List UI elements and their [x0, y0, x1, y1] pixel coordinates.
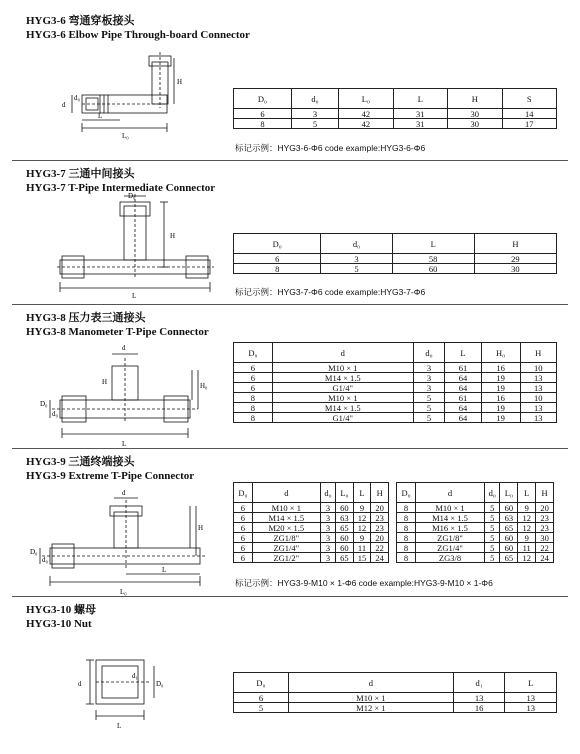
- table-cell: 6: [234, 543, 253, 553]
- table-cell: ZG1/8": [252, 533, 320, 543]
- table-row: [234, 254, 557, 264]
- col-header: L: [445, 343, 481, 363]
- table-cell: 65: [336, 553, 354, 563]
- table-cell: 20: [371, 503, 389, 513]
- table-cell: ZG1/4": [252, 543, 320, 553]
- table-cell: 19: [481, 383, 520, 393]
- table-cell: 65: [336, 523, 354, 533]
- table-header-row: [234, 483, 389, 503]
- table-cell: 3: [413, 383, 445, 393]
- table-cell: 3: [320, 553, 335, 563]
- table-row: [234, 403, 557, 413]
- col-header: d₀: [291, 89, 338, 109]
- table-cell: 3: [413, 363, 445, 373]
- table-cell: 12: [353, 513, 371, 523]
- table-cell: M14 × 1.5: [272, 373, 413, 383]
- col-header: d₀: [485, 483, 500, 503]
- section-title-cn: HYG3-6 弯通穿板接头: [26, 15, 135, 27]
- table-row: [234, 513, 389, 523]
- table-cell: M10 × 1: [288, 693, 453, 703]
- col-header: d: [252, 483, 320, 503]
- table-cell: 13: [520, 413, 557, 423]
- table-cell: 24: [536, 553, 554, 563]
- table-row: [234, 373, 557, 383]
- table-row: [397, 503, 554, 513]
- t-pipe-connector-drawing: [52, 192, 222, 302]
- table-row: [234, 503, 389, 513]
- table-cell: M14 × 1.5: [415, 513, 484, 523]
- col-header: H: [536, 483, 554, 503]
- code-example: 标记示例：HYG3-7-Φ6 code example:HYG3-7-Φ6: [235, 287, 426, 297]
- table-cell: 6: [234, 363, 273, 373]
- table-cell: M12 × 1: [288, 703, 453, 713]
- table-cell: 5: [485, 523, 500, 533]
- table-cell: 3: [320, 523, 335, 533]
- col-header: d₀: [413, 343, 445, 363]
- table-cell: 5: [485, 543, 500, 553]
- table-cell: 9: [353, 503, 371, 513]
- spec-table-hyg3-9-left: [233, 482, 389, 563]
- col-header: H: [448, 89, 502, 109]
- table-cell: 5: [485, 533, 500, 543]
- table-cell: 12: [518, 553, 536, 563]
- col-header: D₀: [234, 673, 289, 693]
- table-cell: M14 × 1.5: [252, 513, 320, 523]
- table-cell: 16: [481, 393, 520, 403]
- section-hyg3-6: [0, 0, 580, 160]
- table-cell: 60: [336, 543, 354, 553]
- dim-label-d1: d₁: [132, 672, 138, 680]
- table-cell: 60: [392, 264, 474, 274]
- table-cell: 8: [397, 523, 416, 533]
- table-cell: 10: [520, 393, 557, 403]
- section-title-en: HYG3-10 Nut: [26, 618, 92, 630]
- table-cell: 8: [234, 413, 273, 423]
- table-cell: 8: [234, 393, 273, 403]
- table-cell: 65: [500, 553, 518, 563]
- table-cell: 8: [234, 119, 292, 129]
- table-cell: 6: [234, 503, 253, 513]
- table-cell: 64: [445, 413, 481, 423]
- table-cell: 8: [397, 513, 416, 523]
- section-title-en: HYG3-6 Elbow Pipe Through-board Connector: [26, 29, 250, 41]
- table-cell: G1/4": [272, 383, 413, 393]
- dim-label-d0: d₀: [74, 94, 80, 102]
- table-cell: G1/4": [272, 413, 413, 423]
- section-hyg3-7: [0, 160, 580, 310]
- dim-label-d0: D₀: [40, 400, 48, 408]
- table-cell: 22: [536, 543, 554, 553]
- col-header: d₀: [321, 234, 392, 254]
- section-title-cn: HYG3-9 三通终端接头: [26, 456, 135, 468]
- table-cell: 20: [536, 503, 554, 513]
- table-cell: 23: [371, 513, 389, 523]
- table-cell: ZG1/8": [415, 533, 484, 543]
- table-cell: 20: [371, 533, 389, 543]
- table-cell: 3: [413, 373, 445, 383]
- nut-drawing: [70, 646, 180, 736]
- table-cell: 9: [353, 533, 371, 543]
- table-cell: 8: [234, 403, 273, 413]
- dim-label-d0: D₀: [128, 192, 136, 200]
- table-cell: 6: [234, 109, 292, 119]
- col-header: L₀: [339, 89, 393, 109]
- table-cell: M10 × 1: [272, 393, 413, 403]
- section-hyg3-8: [0, 304, 580, 450]
- table-cell: 6: [234, 513, 253, 523]
- table-cell: 5: [291, 119, 338, 129]
- table-cell: 8: [397, 543, 416, 553]
- col-header: d: [272, 343, 413, 363]
- dim-label-d: d: [62, 101, 66, 109]
- dim-label-small-d0: d₀: [42, 556, 48, 564]
- table-cell: 9: [518, 503, 536, 513]
- table-cell: ZG3/8: [415, 553, 484, 563]
- col-header: H: [371, 483, 389, 503]
- table-cell: 23: [371, 523, 389, 533]
- table-cell: 29: [474, 254, 556, 264]
- table-row: [234, 533, 389, 543]
- col-header: L: [518, 483, 536, 503]
- table-cell: 63: [336, 513, 354, 523]
- table-cell: M10 × 1: [272, 363, 413, 373]
- table-cell: 60: [336, 533, 354, 543]
- table-cell: 8: [397, 503, 416, 513]
- col-header: L: [353, 483, 371, 503]
- section-hyg3-9: [0, 448, 580, 598]
- table-cell: 60: [336, 503, 354, 513]
- table-cell: 5: [485, 503, 500, 513]
- table-row: [234, 543, 389, 553]
- table-cell: 14: [502, 109, 557, 119]
- table-row: [397, 553, 554, 563]
- table-cell: M10 × 1: [415, 503, 484, 513]
- section-hyg3-10: [0, 596, 580, 754]
- table-cell: 65: [500, 523, 518, 533]
- table-cell: 19: [481, 413, 520, 423]
- spec-table-hyg3-10: [233, 672, 557, 713]
- elbow-connector-drawing: [60, 50, 200, 150]
- table-cell: 8: [234, 264, 321, 274]
- col-header: S: [502, 89, 557, 109]
- table-cell: 6: [234, 533, 253, 543]
- table-cell: 3: [321, 254, 392, 264]
- table-cell: 6: [234, 373, 273, 383]
- col-header: L: [505, 673, 557, 693]
- table-cell: 8: [397, 553, 416, 563]
- table-cell: 42: [339, 109, 393, 119]
- section-title-en: HYG3-8 Manometer T-Pipe Connector: [26, 326, 209, 338]
- table-header-row: [234, 234, 557, 254]
- table-row: [397, 533, 554, 543]
- table-cell: 13: [520, 373, 557, 383]
- dim-label-h: H: [177, 78, 183, 86]
- col-header: d: [415, 483, 484, 503]
- col-header: L₀: [336, 483, 354, 503]
- dim-label-d: d: [78, 680, 82, 688]
- table-row: [397, 543, 554, 553]
- table-cell: 13: [520, 403, 557, 413]
- col-header: d₀: [320, 483, 335, 503]
- table-cell: 6: [234, 523, 253, 533]
- dim-label-l: L: [132, 292, 137, 300]
- table-cell: 63: [500, 513, 518, 523]
- table-row: [234, 693, 557, 703]
- col-header: L: [393, 89, 447, 109]
- table-cell: 10: [520, 363, 557, 373]
- dim-label-l: L: [162, 566, 167, 574]
- table-row: [234, 523, 389, 533]
- col-header: D₀: [234, 483, 253, 503]
- table-cell: 6: [234, 553, 253, 563]
- table-cell: 12: [518, 523, 536, 533]
- spec-table-hyg3-7: [233, 233, 557, 274]
- table-cell: 3: [320, 533, 335, 543]
- dim-label-h0: H₀: [200, 382, 208, 390]
- table-row: [397, 513, 554, 523]
- table-cell: 5: [485, 513, 500, 523]
- section-title-cn: HYG3-10 螺母: [26, 604, 96, 616]
- dim-label-h: H: [102, 378, 108, 386]
- table-cell: 61: [445, 393, 481, 403]
- col-header: L: [392, 234, 474, 254]
- table-cell: 5: [413, 403, 445, 413]
- table-cell: 5: [485, 553, 500, 563]
- table-cell: 16: [453, 703, 505, 713]
- table-row: [234, 363, 557, 373]
- table-cell: 17: [502, 119, 557, 129]
- table-cell: 31: [393, 109, 447, 119]
- table-cell: 42: [339, 119, 393, 129]
- table-cell: 3: [320, 513, 335, 523]
- table-cell: M10 × 1: [252, 503, 320, 513]
- table-header-row: [234, 343, 557, 363]
- dim-label-l: L: [117, 722, 122, 730]
- dim-label-l0: L₀: [120, 588, 127, 596]
- dim-label-d: d: [122, 344, 126, 352]
- dim-label-l: L: [98, 112, 103, 120]
- table-cell: 61: [445, 363, 481, 373]
- col-header: D₀: [397, 483, 416, 503]
- table-cell: 12: [353, 523, 371, 533]
- table-cell: 60: [500, 533, 518, 543]
- col-header: D₀: [234, 343, 273, 363]
- table-cell: 6: [234, 383, 273, 393]
- table-cell: 30: [448, 119, 502, 129]
- section-title-en: HYG3-7 T-Pipe Intermediate Connector: [26, 182, 216, 194]
- table-cell: 3: [320, 543, 335, 553]
- table-row: [234, 703, 557, 713]
- table-cell: 3: [291, 109, 338, 119]
- table-cell: 13: [505, 693, 557, 703]
- table-cell: 16: [481, 363, 520, 373]
- dim-label-h: H: [170, 232, 176, 240]
- table-row: [234, 264, 557, 274]
- table-cell: 5: [413, 413, 445, 423]
- table-header-row: [234, 673, 557, 693]
- table-cell: 23: [536, 523, 554, 533]
- table-cell: M14 × 1.5: [272, 403, 413, 413]
- table-cell: 5: [413, 393, 445, 403]
- table-cell: 13: [520, 383, 557, 393]
- table-row: [234, 109, 557, 119]
- dim-label-h: H: [198, 524, 204, 532]
- col-header: d₁: [453, 673, 505, 693]
- table-cell: 64: [445, 403, 481, 413]
- table-cell: 30: [536, 533, 554, 543]
- table-cell: M20 × 1.5: [252, 523, 320, 533]
- col-header: d: [288, 673, 453, 693]
- section-title-cn: HYG3-7 三通中间接头: [26, 168, 135, 180]
- table-cell: 11: [518, 543, 536, 553]
- section-title-cn: HYG3-8 压力表三通接头: [26, 312, 146, 324]
- table-cell: 60: [500, 503, 518, 513]
- table-cell: 60: [500, 543, 518, 553]
- dim-label-l0: L₀: [122, 132, 129, 140]
- code-example: 标记示例：HYG3-6-Φ6 code example:HYG3-6-Φ6: [235, 143, 426, 153]
- table-cell: 12: [518, 513, 536, 523]
- dim-label-l: L: [122, 440, 127, 448]
- table-cell: 8: [397, 533, 416, 543]
- table-row: [234, 119, 557, 129]
- table-cell: 15: [353, 553, 371, 563]
- table-cell: 22: [371, 543, 389, 553]
- manometer-t-connector-drawing: [38, 340, 208, 450]
- table-row: [397, 523, 554, 533]
- col-header: L₀: [500, 483, 518, 503]
- table-cell: 13: [453, 693, 505, 703]
- table-cell: M16 × 1.5: [415, 523, 484, 533]
- dim-label-d0: D₀: [156, 680, 164, 688]
- table-cell: 5: [321, 264, 392, 274]
- table-cell: 6: [234, 693, 289, 703]
- spec-table-hyg3-9-right: [396, 482, 554, 563]
- table-cell: ZG1/4": [415, 543, 484, 553]
- table-cell: 9: [518, 533, 536, 543]
- dim-label-d0: D₀: [30, 548, 38, 556]
- table-cell: 23: [536, 513, 554, 523]
- col-header: H: [520, 343, 557, 363]
- table-cell: 64: [445, 383, 481, 393]
- table-cell: 6: [234, 254, 321, 264]
- section-title-en: HYG3-9 Extreme T-Pipe Connector: [26, 470, 195, 482]
- table-row: [234, 393, 557, 403]
- table-cell: ZG1/2": [252, 553, 320, 563]
- col-header: H₀: [481, 343, 520, 363]
- table-cell: 30: [448, 109, 502, 119]
- extreme-t-connector-drawing: [30, 486, 210, 598]
- table-cell: 3: [320, 503, 335, 513]
- table-cell: 5: [234, 703, 289, 713]
- table-cell: 30: [474, 264, 556, 274]
- table-row: [234, 413, 557, 423]
- col-header: D₀: [234, 89, 292, 109]
- col-header: H: [474, 234, 556, 254]
- dim-label-small-d0: d₀: [52, 410, 58, 418]
- table-cell: 58: [392, 254, 474, 264]
- table-cell: 11: [353, 543, 371, 553]
- table-header-row: [397, 483, 554, 503]
- table-cell: 13: [505, 703, 557, 713]
- spec-table-hyg3-6: [233, 88, 557, 129]
- table-header-row: [234, 89, 557, 109]
- code-example: 标记示例：HYG3-9-M10 × 1-Φ6 code example:HYG3-9-M10 × 1-Φ6: [235, 578, 493, 588]
- table-row: [234, 553, 389, 563]
- table-cell: 24: [371, 553, 389, 563]
- col-header: D₀: [234, 234, 321, 254]
- table-cell: 31: [393, 119, 447, 129]
- table-row: [234, 383, 557, 393]
- table-cell: 19: [481, 373, 520, 383]
- table-cell: 64: [445, 373, 481, 383]
- spec-table-hyg3-8: [233, 342, 557, 423]
- table-cell: 19: [481, 403, 520, 413]
- dim-label-d: d: [122, 489, 126, 497]
